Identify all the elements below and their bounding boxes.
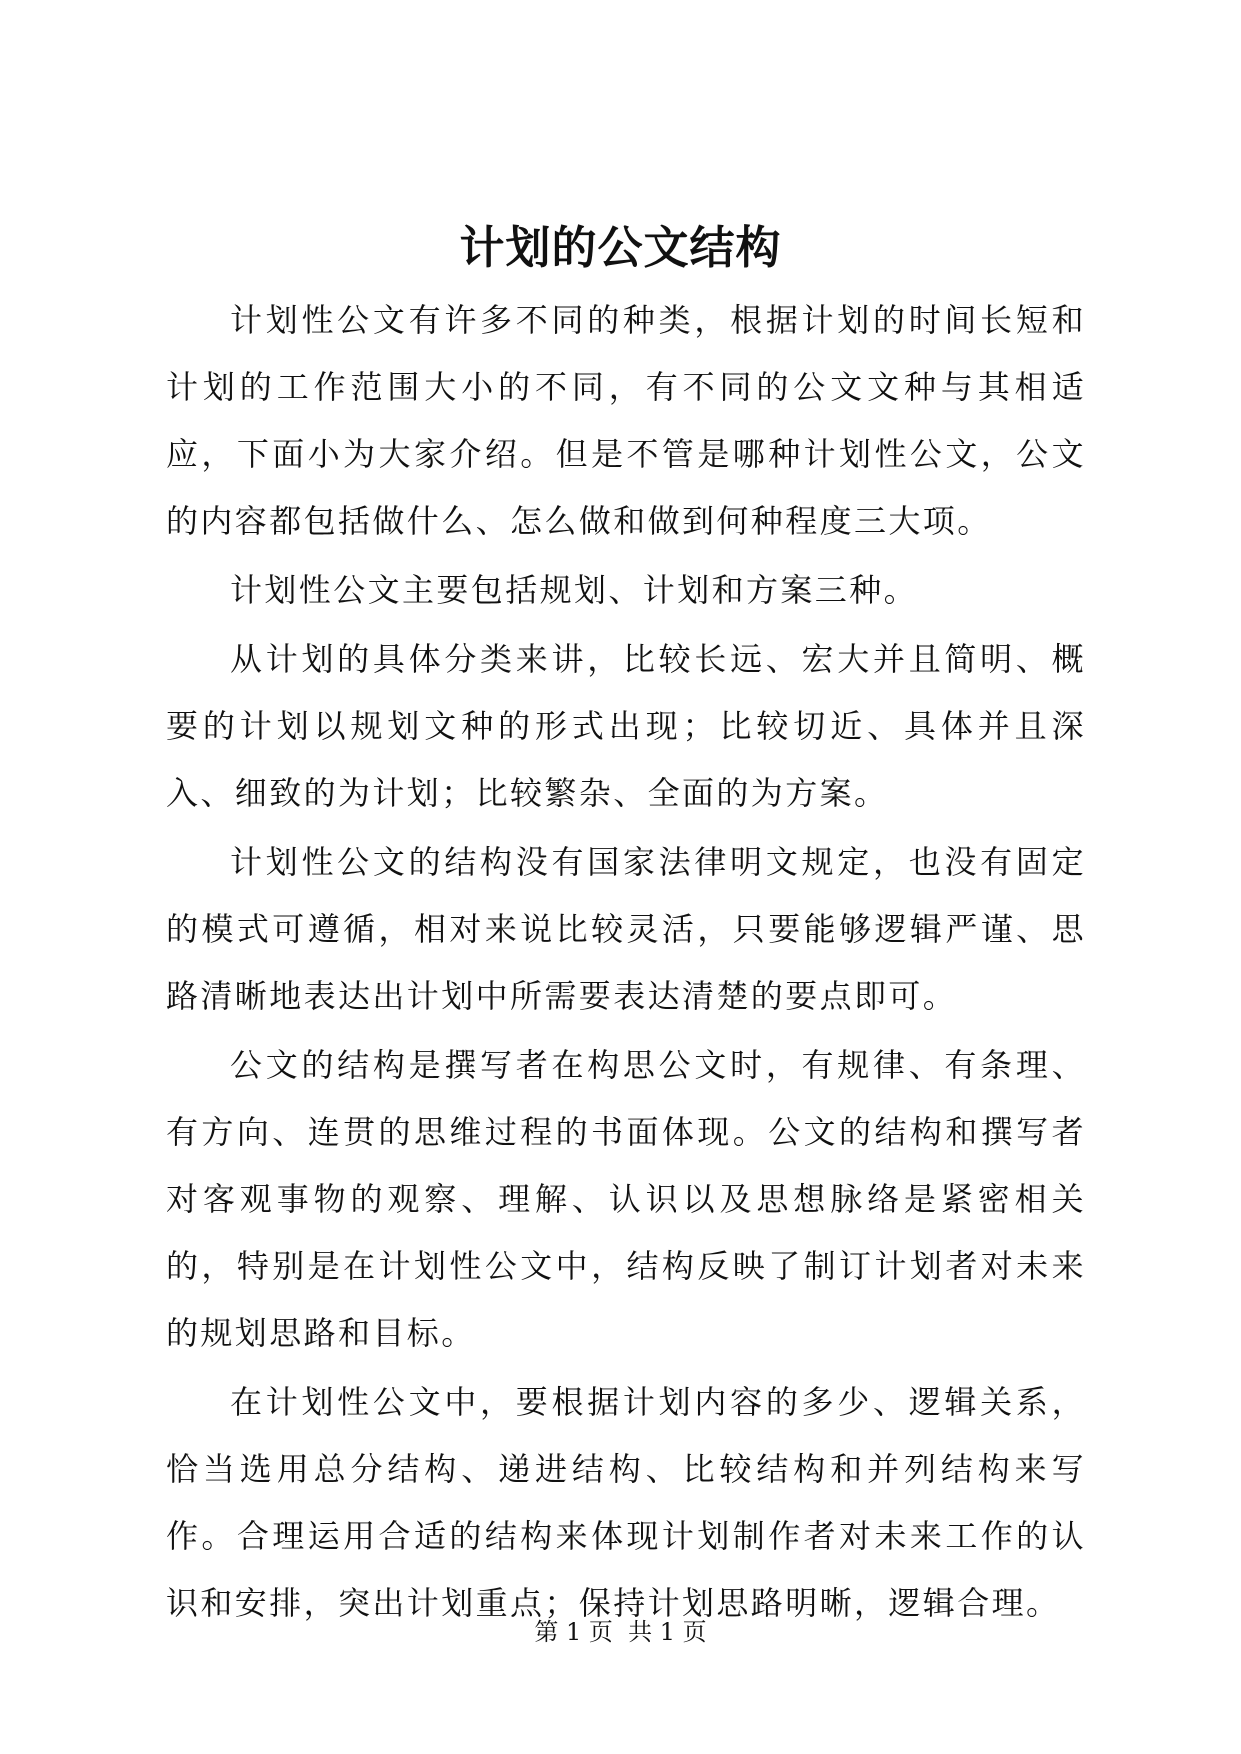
paragraph: 计划性公文主要包括规划、计划和方案三种。 (230, 571, 919, 609)
paragraph: 计划性公文的结构没有国家法律明文规定，也没有固定的模式可遵循，相对来说比较灵活，只要能够逻辑严谨、思路清晰地表达出计划中所需要表达清楚的要点即可。 (166, 843, 1086, 1015)
paragraph: 公文的结构是撰写者在构思公文时，有规律、有条理、有方向、连贯的思维过程的书面体现。公文的结构和撰写者对客观事物的观察、理解、认识以及思想脉络是紧密相关的，特别是在计划性公文中，结构反映了制订计划者对未来的规划思路和目标。 (166, 1046, 1086, 1352)
paragraph: 计划性公文有许多不同的种类，根据计划的时间长短和计划的工作范围大小的不同，有不同的公文文种与其相适应，下面小为大家介绍。但是不管是哪种计划性公文，公文的内容都包括做什么、怎么做和做到何种程度三大项。 (166, 301, 1086, 540)
document-body (166, 287, 1086, 1639)
page-footer (0, 1616, 1241, 1648)
page-number: 第 1 页 共 1 页 (534, 1618, 707, 1646)
paragraph: 在计划性公文中，要根据计划内容的多少、逻辑关系，恰当选用总分结构、递进结构、比较结构和并列结构来写作。合理运用合适的结构来体现计划制作者对未来工作的认识和安排，突出计划重点；保持计划思路明晰，逻辑合理。 (166, 1383, 1086, 1622)
paragraph: 从计划的具体分类来讲，比较长远、宏大并且简明、概要的计划以规划文种的形式出现；比较切近、具体并且深入、细致的为计划；比较繁杂、全面的为方案。 (166, 640, 1086, 812)
page-title: 计划的公文结构 (459, 221, 782, 274)
